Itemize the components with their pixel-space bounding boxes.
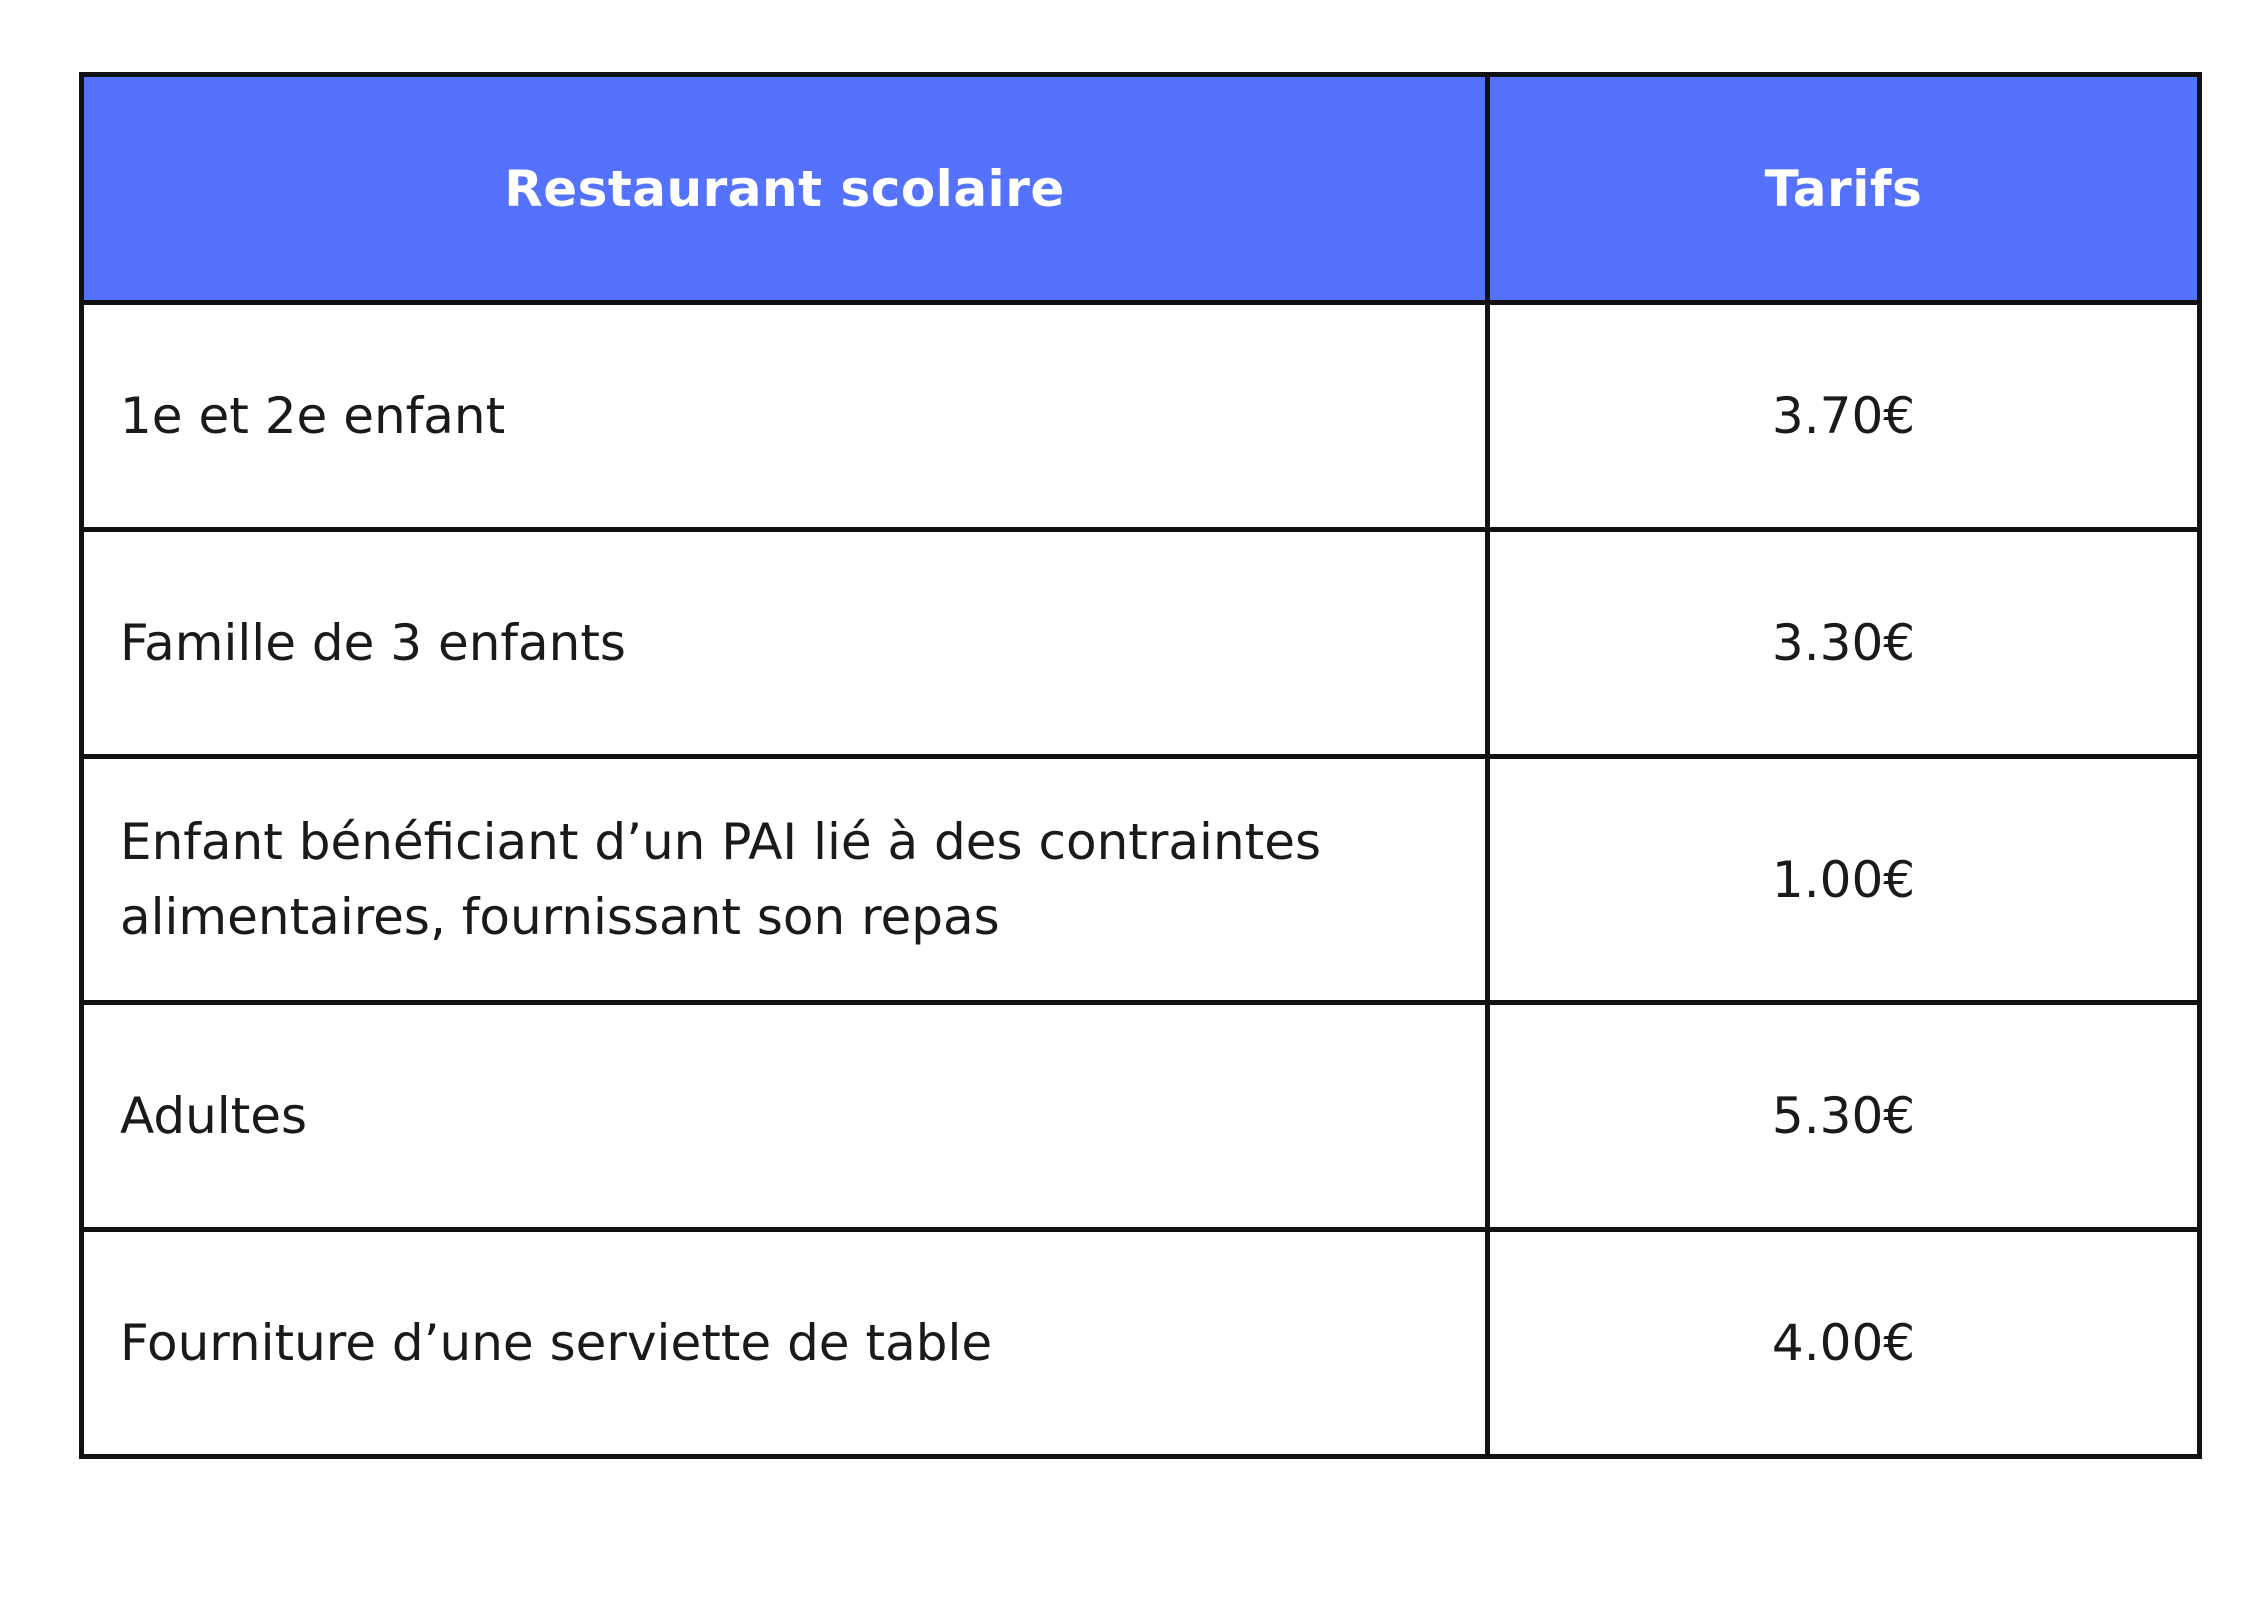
table-row: [82, 303, 2200, 530]
row-price: 4.00€: [1488, 1230, 2200, 1457]
row-label: 1e et 2e enfant: [82, 303, 1488, 530]
row-price: 3.30€: [1488, 530, 2200, 757]
table-row: [82, 530, 2200, 757]
column-header-restaurant-scolaire: Restaurant scolaire: [82, 75, 1488, 303]
row-label: Enfant bénéficiant d’un PAI lié à des contraintes alimentaires, fournissant son repas: [82, 757, 1488, 1003]
column-header-tarifs: Tarifs: [1488, 75, 2200, 303]
row-label: Fourniture d’une serviette de table: [82, 1230, 1488, 1457]
row-label: Famille de 3 enfants: [82, 530, 1488, 757]
row-price: 3.70€: [1488, 303, 2200, 530]
table-row: [82, 757, 2200, 1003]
table-row: [82, 1230, 2200, 1457]
row-price: 1.00€: [1488, 757, 2200, 1003]
table-header-row: [82, 75, 2200, 303]
row-label: Adultes: [82, 1003, 1488, 1230]
tariff-table: [79, 72, 2202, 1459]
row-price: 5.30€: [1488, 1003, 2200, 1230]
table-row: [82, 1003, 2200, 1230]
